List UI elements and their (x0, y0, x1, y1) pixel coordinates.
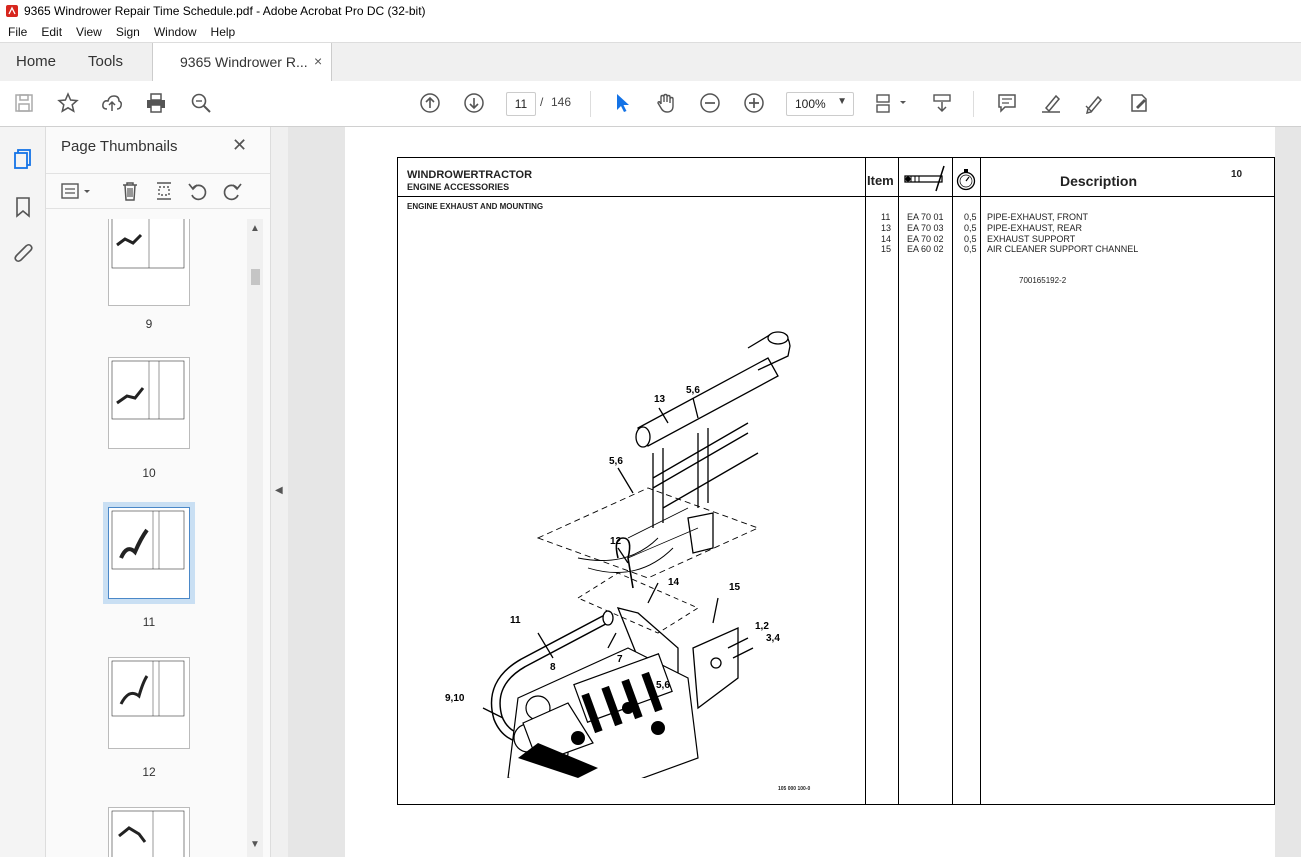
thumbnail-list (46, 219, 252, 857)
sheet-subtitle: ENGINE ACCESSORIES (407, 182, 510, 192)
row-time: 0,5 (964, 212, 977, 222)
delete-page-icon[interactable] (119, 180, 141, 202)
description-column-header: Description (1060, 173, 1138, 189)
parts-sheet (397, 157, 1275, 805)
thumbnail-preview (109, 808, 187, 857)
scrollbar-thumb[interactable] (251, 269, 260, 285)
select-cursor-icon[interactable] (608, 89, 636, 117)
callout-label: 5,6 (686, 385, 700, 396)
close-tab-icon[interactable]: × (314, 53, 323, 69)
column-divider (898, 158, 899, 804)
fill-sign-icon[interactable] (1125, 89, 1153, 117)
menu-view[interactable]: View (76, 25, 102, 39)
toolbar-divider (590, 91, 591, 117)
row-time: 0,5 (964, 234, 977, 244)
section-title: ENGINE EXHAUST AND MOUNTING (407, 202, 544, 211)
options-menu-icon[interactable] (60, 180, 94, 202)
thumbnail-label: 10 (142, 466, 156, 480)
drawing-code: 105 000 100-0 (778, 786, 811, 792)
callout-label: 15 (729, 582, 741, 593)
page-total: 146 (551, 95, 572, 109)
thumbnail-label: 11 (142, 615, 156, 629)
stopwatch-icon (955, 167, 977, 191)
thumbnail-preview (109, 658, 187, 746)
callout-label: 9,10 (445, 693, 465, 704)
print-icon[interactable] (142, 89, 170, 117)
callout-label: 14 (668, 577, 680, 588)
operation-code-icon (902, 163, 948, 193)
row-code: EA 70 03 (907, 223, 944, 233)
row-item: 15 (881, 244, 892, 254)
menu-sign[interactable]: Sign (115, 25, 140, 39)
scroll-down-icon[interactable]: ▼ (250, 839, 260, 850)
zoom-in-icon[interactable] (740, 89, 768, 117)
menu-window[interactable]: Window (153, 25, 197, 39)
draw-signature-icon[interactable] (1081, 89, 1109, 117)
toolbar-divider (973, 91, 974, 117)
row-description: PIPE-EXHAUST, REAR (987, 223, 1083, 233)
sheet-title: WINDROWERTRACTOR (407, 169, 533, 181)
zoom-out-icon[interactable] (696, 89, 724, 117)
menu-bar (0, 22, 1301, 42)
tab-document[interactable] (152, 43, 332, 81)
zoom-value: 100% (795, 97, 826, 111)
pdf-page (345, 127, 1275, 857)
page-number-input[interactable]: 11 (506, 92, 536, 116)
callout-label: 11 (510, 615, 521, 626)
upload-cloud-icon[interactable] (98, 89, 126, 117)
rotate-left-icon[interactable] (187, 180, 209, 202)
thumbnail-scrollbar[interactable] (247, 219, 263, 857)
thumbnail-page[interactable] (108, 357, 190, 449)
bookmark-star-icon[interactable] (54, 89, 82, 117)
hand-tool-icon[interactable] (652, 89, 680, 117)
thumbnail-page[interactable] (108, 219, 190, 306)
close-panel-icon[interactable]: ✕ (232, 135, 248, 155)
row-time: 0,5 (964, 244, 977, 254)
search-icon[interactable] (187, 89, 215, 117)
column-divider (980, 158, 981, 804)
scroll-up-icon[interactable]: ▲ (250, 223, 260, 234)
row-item: 13 (881, 223, 892, 233)
scroll-mode-icon[interactable] (928, 89, 956, 117)
row-time: 0,5 (964, 223, 977, 233)
window-title: 9365 Windrower Repair Time Schedule.pdf - Adobe Acrobat Pro DC (32-bit) (24, 4, 426, 18)
row-description: PIPE-EXHAUST, FRONT (987, 212, 1089, 222)
highlight-pen-icon[interactable] (1037, 89, 1065, 117)
extract-page-icon[interactable] (153, 180, 175, 202)
callout-label: 5,6 (656, 680, 670, 691)
row-item: 14 (881, 234, 892, 244)
save-icon[interactable] (10, 89, 38, 117)
panel-toolbar (46, 173, 270, 209)
callout-label: 5,6 (609, 456, 623, 467)
acrobat-icon (6, 5, 18, 17)
previous-page-icon[interactable] (416, 89, 444, 117)
zoom-dropdown[interactable] (786, 92, 854, 116)
thumbnail-preview (109, 219, 187, 303)
toolbar (0, 81, 1301, 127)
row-code: EA 70 02 (907, 234, 944, 244)
comment-icon[interactable] (993, 89, 1021, 117)
item-column-header: Item (867, 173, 894, 188)
part-number: 700165192-2 (1019, 276, 1067, 285)
callout-label: 8 (550, 662, 556, 673)
attachment-icon[interactable] (11, 241, 35, 265)
thumbnail-preview (109, 508, 187, 596)
menu-file[interactable]: File (8, 25, 28, 39)
thumbnail-page-selected[interactable] (108, 507, 190, 599)
thumbnail-label: 12 (142, 765, 156, 779)
sheet-page-number: 10 (1231, 169, 1243, 180)
menu-edit[interactable]: Edit (41, 25, 63, 39)
thumbnail-label: 9 (145, 317, 153, 331)
bookmarks-icon[interactable] (11, 195, 35, 219)
row-code: EA 70 01 (907, 212, 944, 222)
rotate-right-icon[interactable] (221, 180, 243, 202)
tab-home[interactable]: Home (16, 53, 57, 70)
callout-label: 13 (654, 394, 666, 405)
panel-collapse-bar[interactable] (271, 127, 288, 857)
menu-help[interactable]: Help (210, 25, 236, 39)
thumbnail-page[interactable] (108, 807, 190, 857)
navigation-rail (0, 127, 46, 857)
tab-tools[interactable]: Tools (88, 53, 124, 70)
exploded-diagram (428, 238, 828, 778)
page-thumbnails-icon[interactable] (11, 147, 35, 171)
header-divider (398, 196, 1274, 197)
callout-label: 12 (610, 536, 622, 547)
column-divider (865, 158, 866, 804)
page-display-icon[interactable] (872, 89, 912, 117)
collapse-left-icon[interactable]: ◀ (275, 485, 283, 496)
tab-bar (0, 42, 1301, 82)
row-code: EA 60 02 (907, 244, 944, 254)
column-divider (952, 158, 953, 804)
callout-label: 7 (617, 654, 623, 665)
title-bar (0, 0, 1301, 22)
page-separator: / (540, 95, 544, 109)
chevron-down-icon: ▼ (837, 96, 847, 107)
row-description: EXHAUST SUPPORT (987, 234, 1076, 244)
thumbnail-preview (109, 358, 187, 446)
panel-title: Page Thumbnails (61, 138, 178, 155)
tab-document-label: 9365 Windrower R... (180, 54, 308, 70)
callout-label: 3,4 (766, 633, 780, 644)
next-page-icon[interactable] (460, 89, 488, 117)
callout-label: 1,2 (755, 621, 769, 632)
row-description: AIR CLEANER SUPPORT CHANNEL (987, 244, 1139, 254)
thumbnail-page[interactable] (108, 657, 190, 749)
row-item: 11 (881, 212, 891, 222)
document-viewer[interactable] (288, 127, 1301, 857)
thumbnails-panel (46, 127, 271, 857)
